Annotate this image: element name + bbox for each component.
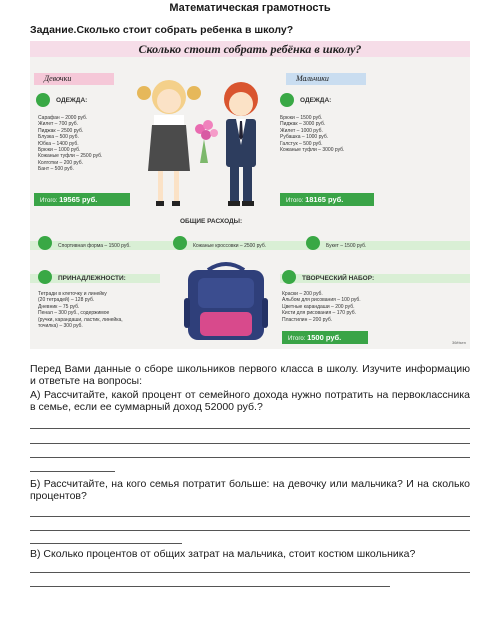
list-item: (20 тетрадей) – 128 руб. (38, 297, 95, 304)
girls-total-value: 19565 руб. (59, 195, 98, 204)
list-item: Дневник – 75 руб. (38, 303, 80, 310)
list-item: Тетради в клеточку и линейку (38, 291, 107, 297)
list-item: Жилет – 700 руб. (38, 121, 79, 128)
boys-total-value: 18165 руб. (305, 195, 344, 204)
girls-tag: Девочки (34, 73, 114, 85)
list-item: Колготки – 200 руб. (38, 159, 83, 166)
list-item: Жилет – 1000 руб. (280, 127, 323, 134)
girls-clothes-heading: ОДЕЖДА: (56, 97, 88, 104)
supplies-icon (38, 270, 52, 284)
answer-line[interactable] (30, 457, 470, 458)
answer-line[interactable] (30, 428, 470, 429)
backpack-illustration (178, 258, 274, 344)
list-item: Пластилин – 200 руб. (282, 316, 333, 323)
infographic-title: Сколько стоит собрать ребёнка в школу? (138, 42, 362, 56)
dress-icon (36, 93, 50, 107)
list-item: Блузка – 500 руб. (38, 134, 79, 141)
boys-clothes-heading: ОДЕЖДА: (300, 97, 332, 104)
image-credit: 36ёlsen (451, 340, 466, 345)
common-item-sneakers: Кожаные кроссовки – 2500 руб. (193, 243, 267, 249)
supplies-list (38, 291, 123, 329)
intro-text: Перед Вами данные о сборе школьников первого класса в школу. Изучите информацию и ответьте на вопросы: (30, 363, 470, 387)
boys-total (280, 193, 374, 206)
list-item: Брюки – 1500 руб. (280, 115, 323, 121)
art-total-value: 1500 руб. (307, 333, 342, 342)
common-item-bouquet: Букет – 1500 руб. (326, 243, 367, 249)
list-item: Брюки – 1000 руб. (38, 147, 81, 154)
girls-total (34, 193, 130, 206)
answer-line[interactable] (30, 530, 470, 531)
list-item: Рубашка – 1000 руб. (280, 134, 329, 141)
sportswear-icon (38, 236, 52, 250)
sneakers-icon (173, 236, 187, 250)
art-total (282, 331, 368, 344)
common-item-sportswear: Спортивная форма – 1500 руб. (58, 243, 131, 249)
list-item: Краски – 200 руб. (282, 291, 323, 297)
bouquet-icon (306, 236, 320, 250)
question-a: А) Рассчитайте, какой процент от семейного дохода нужно потратить на первоклассника в семье, если ее суммарный доход 52000 руб.? (30, 389, 470, 413)
art-total-label: Итого: (288, 336, 306, 342)
answer-line[interactable] (30, 516, 470, 517)
list-item: Юбка – 1400 руб. (38, 140, 79, 147)
answer-line[interactable] (30, 443, 470, 444)
list-item: Пиджак – 2500 руб. (38, 127, 84, 134)
list-item: точилка) – 300 руб. (38, 323, 83, 330)
art-heading: ТВОРЧЕСКИЙ НАБОР: (302, 275, 375, 282)
list-item: Альбом для рисования – 100 руб. (282, 297, 361, 304)
infographic (30, 41, 470, 349)
answer-line[interactable] (30, 572, 470, 573)
supplies-heading: ПРИНАДЛЕЖНОСТИ: (58, 275, 126, 282)
palette-icon (282, 270, 296, 284)
answer-line[interactable] (30, 471, 115, 472)
girls-total-label: Итого: (40, 198, 58, 204)
boys-total-label: Итого: (286, 198, 304, 204)
question-c: В) Сколько процентов от общих затрат на мальчика, стоит костюм школьника? (30, 548, 416, 560)
list-item: Кисти для рисования – 170 руб. (282, 310, 356, 317)
art-list (282, 291, 361, 323)
list-item: Цветные карандаши – 200 руб. (282, 303, 355, 310)
list-item: Галстук – 500 руб. (280, 140, 323, 147)
suit-icon (280, 93, 294, 107)
boys-tag: Мальчики (286, 73, 366, 85)
boys-clothes-list (280, 115, 344, 153)
task-title: Задание.Сколько стоит собрать ребенка в школу? (30, 24, 294, 36)
list-item: Кожаные туфли – 3000 руб. (280, 147, 345, 154)
list-item: Бант – 500 руб. (38, 166, 74, 173)
list-item: Сарафан – 2000 руб. (38, 115, 88, 121)
list-item: Кожаные туфли – 2500 руб. (38, 153, 103, 160)
list-item: Пиджак – 3000 руб. (280, 121, 326, 128)
children-illustration (130, 63, 278, 213)
list-item: (ручки, карандаши, ластик, линейка, (38, 316, 123, 323)
answer-line[interactable] (30, 586, 390, 587)
question-b: Б) Рассчитайте, на кого семья потратит больше: на девочку или мальчика? И на сколько процентов? (30, 478, 470, 502)
page-title: Математическая грамотность (169, 2, 331, 14)
answer-line[interactable] (30, 543, 182, 544)
list-item: Пенал – 300 руб., содержимое (38, 310, 110, 317)
infographic-banner (30, 41, 470, 57)
common-expenses-heading: ОБЩИЕ РАСХОДЫ: (180, 218, 243, 225)
girls-clothes-list (38, 115, 102, 173)
